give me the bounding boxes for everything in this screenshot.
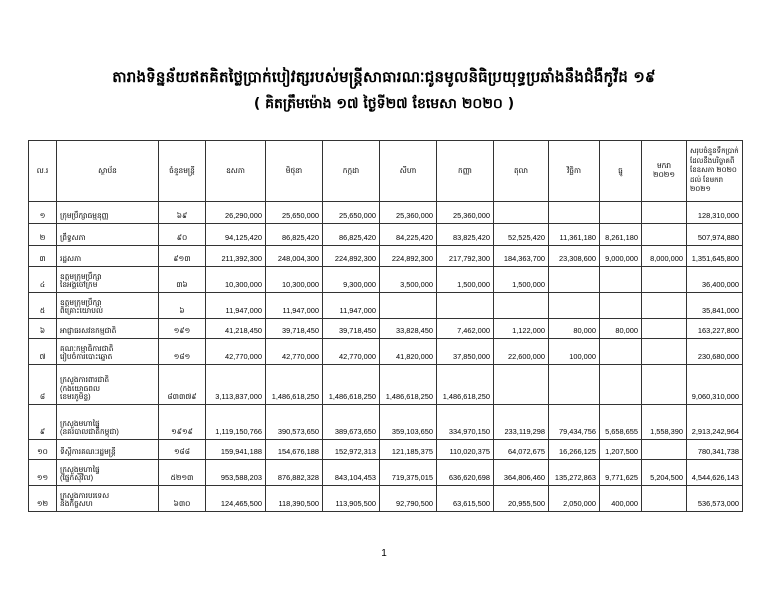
- month-amount: 3,113,837,000: [206, 365, 266, 405]
- month-amount: 52,525,420: [494, 224, 549, 246]
- month-amount: 1,558,390: [642, 405, 687, 440]
- month-amount: [600, 339, 642, 365]
- month-amount: [642, 486, 687, 512]
- row-number: ៨: [29, 365, 57, 405]
- table-row: [29, 293, 743, 319]
- month-amount: 84,225,420: [380, 224, 437, 246]
- header-november: វិច្ឆិកា: [549, 141, 600, 202]
- month-amount: 11,361,180: [549, 224, 600, 246]
- institution-name: ក្រសួងការបរទេស និងកិច្ចសហ: [57, 486, 159, 512]
- table-row: [29, 486, 743, 512]
- month-amount: 843,104,453: [323, 460, 380, 486]
- row-number: ៦: [29, 319, 57, 339]
- month-amount: 135,272,863: [549, 460, 600, 486]
- total-amount: 1,351,645,800: [687, 246, 743, 267]
- row-number: ៩: [29, 405, 57, 440]
- month-amount: 8,261,180: [600, 224, 642, 246]
- staff-count: ៩១៣: [159, 246, 206, 267]
- institution-name: គណៈកម្មាធិការជាតិ រៀបចំការបោះឆ្នោត: [57, 339, 159, 365]
- row-number: ៣: [29, 246, 57, 267]
- month-amount: 3,500,000: [380, 267, 437, 293]
- table-row: [29, 440, 743, 460]
- month-amount: 86,825,420: [266, 224, 323, 246]
- row-number: ៥: [29, 293, 57, 319]
- month-amount: 233,119,298: [494, 405, 549, 440]
- staff-count: ៦: [159, 293, 206, 319]
- month-amount: 10,300,000: [266, 267, 323, 293]
- month-amount: 159,941,188: [206, 440, 266, 460]
- total-amount: 36,400,000: [687, 267, 743, 293]
- table-row: [29, 224, 743, 246]
- month-amount: 11,947,000: [266, 293, 323, 319]
- table-row: [29, 460, 743, 486]
- month-amount: 79,434,756: [549, 405, 600, 440]
- header-december: ធ្នូ: [600, 141, 642, 202]
- month-amount: 334,970,150: [437, 405, 494, 440]
- month-amount: 224,892,300: [323, 246, 380, 267]
- table-row: [29, 319, 743, 339]
- table-row: [29, 339, 743, 365]
- institution-name: ក្រសួងមហាផ្ទៃ (នគរបាលជាតិកម្ពុជា): [57, 405, 159, 440]
- month-amount: [642, 267, 687, 293]
- month-amount: 9,771,625: [600, 460, 642, 486]
- header-staff: ចំនួនមន្ត្រី: [159, 141, 206, 202]
- month-amount: 33,828,450: [380, 319, 437, 339]
- month-amount: 39,718,450: [323, 319, 380, 339]
- row-number: ២: [29, 224, 57, 246]
- month-amount: [642, 365, 687, 405]
- institution-name: ឧត្តមក្រុមប្រឹក្សា នៃអង្គចៅក្រម: [57, 267, 159, 293]
- month-amount: 41,820,000: [380, 339, 437, 365]
- row-number: ១០: [29, 440, 57, 460]
- staff-count: ១៩១: [159, 319, 206, 339]
- month-amount: 20,955,500: [494, 486, 549, 512]
- month-amount: 39,718,450: [266, 319, 323, 339]
- month-amount: 1,500,000: [494, 267, 549, 293]
- header-september: កញ្ញា: [437, 141, 494, 202]
- month-amount: 64,072,675: [494, 440, 549, 460]
- month-amount: 16,266,125: [549, 440, 600, 460]
- table-row: [29, 405, 743, 440]
- month-amount: 92,790,500: [380, 486, 437, 512]
- month-amount: 37,850,000: [437, 339, 494, 365]
- month-amount: 110,020,375: [437, 440, 494, 460]
- month-amount: 876,882,328: [266, 460, 323, 486]
- month-amount: 63,615,500: [437, 486, 494, 512]
- month-amount: [549, 267, 600, 293]
- header-august: សីហា: [380, 141, 437, 202]
- month-amount: 224,892,300: [380, 246, 437, 267]
- month-amount: 636,620,698: [437, 460, 494, 486]
- institution-name: ក្រុមប្រឹក្សាធម្មនុញ្ញ: [57, 202, 159, 224]
- month-amount: 1,486,618,250: [380, 365, 437, 405]
- staff-count: ១៩១៩: [159, 405, 206, 440]
- month-amount: [642, 440, 687, 460]
- month-amount: [494, 202, 549, 224]
- month-amount: 184,363,700: [494, 246, 549, 267]
- month-amount: 1,486,618,250: [323, 365, 380, 405]
- total-amount: 35,841,000: [687, 293, 743, 319]
- month-amount: 22,600,000: [494, 339, 549, 365]
- month-amount: 364,806,460: [494, 460, 549, 486]
- institution-name: ក្រសួងការពារជាតិ (កងយោធពល ខេមរភូមិន្ទ): [57, 365, 159, 405]
- institution-name: រដ្ឋសភា: [57, 246, 159, 267]
- header-total: សរុបចំនួនទឹកប្រាក់ដែលនឹងបរិច្ចាគពី ខែឧសភា ២០២០ ដល់ ខែមករា ២០២១: [687, 141, 743, 202]
- month-amount: 8,000,000: [642, 246, 687, 267]
- month-amount: 1,207,500: [600, 440, 642, 460]
- month-amount: 83,825,420: [437, 224, 494, 246]
- month-amount: [549, 293, 600, 319]
- month-amount: 248,004,300: [266, 246, 323, 267]
- row-number: ៤: [29, 267, 57, 293]
- month-amount: 80,000: [549, 319, 600, 339]
- row-number: ១: [29, 202, 57, 224]
- month-amount: 94,125,420: [206, 224, 266, 246]
- total-amount: 536,573,000: [687, 486, 743, 512]
- total-amount: 507,974,880: [687, 224, 743, 246]
- document-title: តារាងទិន្នន័យឥតគិតថ្លៃប្រាក់បៀវត្សរបស់មន្ត្រីសាធារណៈជូនមូលនិធិប្រយុទ្ធប្រឆាំងនឹងជំងឺកូវីដ ១៩: [112, 68, 656, 86]
- header-no: ល.រ: [29, 141, 57, 202]
- staff-count: ៩០: [159, 224, 206, 246]
- month-amount: 11,947,000: [323, 293, 380, 319]
- month-amount: 2,050,000: [549, 486, 600, 512]
- staff-count: ៦៩: [159, 202, 206, 224]
- header-june: មិថុនា: [266, 141, 323, 202]
- total-amount: 4,544,626,143: [687, 460, 743, 486]
- month-amount: 1,486,618,250: [437, 365, 494, 405]
- header-october: តុលា: [494, 141, 549, 202]
- table-header-row: [29, 141, 743, 202]
- table-row: [29, 246, 743, 267]
- staff-count: ៨៣៣៧៩: [159, 365, 206, 405]
- institution-name: ឧត្តមក្រុមប្រឹក្សា ពិគ្រោះយោបល់: [57, 293, 159, 319]
- month-amount: [642, 293, 687, 319]
- month-amount: 100,000: [549, 339, 600, 365]
- month-amount: 25,650,000: [323, 202, 380, 224]
- month-amount: 80,000: [600, 319, 642, 339]
- institution-name: អាជ្ញាធរសវនកម្មជាតិ: [57, 319, 159, 339]
- month-amount: [642, 319, 687, 339]
- month-amount: 359,103,650: [380, 405, 437, 440]
- month-amount: 121,185,375: [380, 440, 437, 460]
- month-amount: 11,947,000: [206, 293, 266, 319]
- month-amount: [642, 224, 687, 246]
- month-amount: 152,972,313: [323, 440, 380, 460]
- total-amount: 163,227,800: [687, 319, 743, 339]
- staff-count: ៣៦: [159, 267, 206, 293]
- month-amount: 118,390,500: [266, 486, 323, 512]
- row-number: ៧: [29, 339, 57, 365]
- month-amount: 1,500,000: [437, 267, 494, 293]
- month-amount: 25,650,000: [266, 202, 323, 224]
- month-amount: 42,770,000: [323, 339, 380, 365]
- month-amount: 154,676,188: [266, 440, 323, 460]
- month-amount: 124,465,500: [206, 486, 266, 512]
- month-amount: 1,119,150,766: [206, 405, 266, 440]
- month-amount: [549, 202, 600, 224]
- month-amount: [494, 365, 549, 405]
- month-amount: 400,000: [600, 486, 642, 512]
- month-amount: 5,204,500: [642, 460, 687, 486]
- month-amount: 9,300,000: [323, 267, 380, 293]
- month-amount: 211,392,300: [206, 246, 266, 267]
- month-amount: 1,122,000: [494, 319, 549, 339]
- month-amount: 10,300,000: [206, 267, 266, 293]
- month-amount: 41,218,450: [206, 319, 266, 339]
- total-amount: 128,310,000: [687, 202, 743, 224]
- header-july: កក្កដា: [323, 141, 380, 202]
- month-amount: [600, 202, 642, 224]
- table-row: [29, 267, 743, 293]
- month-amount: 389,673,650: [323, 405, 380, 440]
- table-row: [29, 202, 743, 224]
- month-amount: 719,375,015: [380, 460, 437, 486]
- month-amount: 23,308,600: [549, 246, 600, 267]
- document-subtitle: ( គិតត្រឹមម៉ោង ១៧ ថ្ងៃទី២៧ ខែមេសា ២០២០ ): [253, 96, 515, 112]
- month-amount: 86,825,420: [323, 224, 380, 246]
- header-institution: ស្ថាប័ន: [57, 141, 159, 202]
- row-number: ១១: [29, 460, 57, 486]
- staff-count: ៦៣០: [159, 486, 206, 512]
- month-amount: 5,658,655: [600, 405, 642, 440]
- month-amount: [600, 267, 642, 293]
- month-amount: [642, 339, 687, 365]
- month-amount: 1,486,618,250: [266, 365, 323, 405]
- staff-count: ១៨១: [159, 339, 206, 365]
- total-amount: 230,680,000: [687, 339, 743, 365]
- month-amount: [549, 365, 600, 405]
- page-number: 1: [381, 548, 387, 559]
- month-amount: 217,792,300: [437, 246, 494, 267]
- month-amount: 25,360,000: [380, 202, 437, 224]
- month-amount: 25,360,000: [437, 202, 494, 224]
- row-number: ១២: [29, 486, 57, 512]
- month-amount: 390,573,650: [266, 405, 323, 440]
- month-amount: 26,290,000: [206, 202, 266, 224]
- header-january-2021: មករា ២០២១: [642, 141, 687, 202]
- month-amount: 953,588,203: [206, 460, 266, 486]
- institution-name: ក្រសួងមហាផ្ទៃ (ផ្នែកស៊ីវិល): [57, 460, 159, 486]
- month-amount: 9,000,000: [600, 246, 642, 267]
- staff-count: ១៨៨: [159, 440, 206, 460]
- month-amount: [642, 202, 687, 224]
- month-amount: 7,462,000: [437, 319, 494, 339]
- month-amount: 42,770,000: [266, 339, 323, 365]
- total-amount: 780,341,738: [687, 440, 743, 460]
- total-amount: 9,060,310,000: [687, 365, 743, 405]
- month-amount: [600, 293, 642, 319]
- donation-table: [28, 140, 743, 512]
- table-row: [29, 365, 743, 405]
- institution-name: ទីស្តីការគណៈរដ្ឋមន្ត្រី: [57, 440, 159, 460]
- month-amount: [600, 365, 642, 405]
- month-amount: [380, 293, 437, 319]
- month-amount: 42,770,000: [206, 339, 266, 365]
- staff-count: ៥២១៣: [159, 460, 206, 486]
- header-may: ឧសភា: [206, 141, 266, 202]
- month-amount: 113,905,500: [323, 486, 380, 512]
- institution-name: ព្រឹទ្ធសភា: [57, 224, 159, 246]
- month-amount: [437, 293, 494, 319]
- total-amount: 2,913,242,964: [687, 405, 743, 440]
- month-amount: [494, 293, 549, 319]
